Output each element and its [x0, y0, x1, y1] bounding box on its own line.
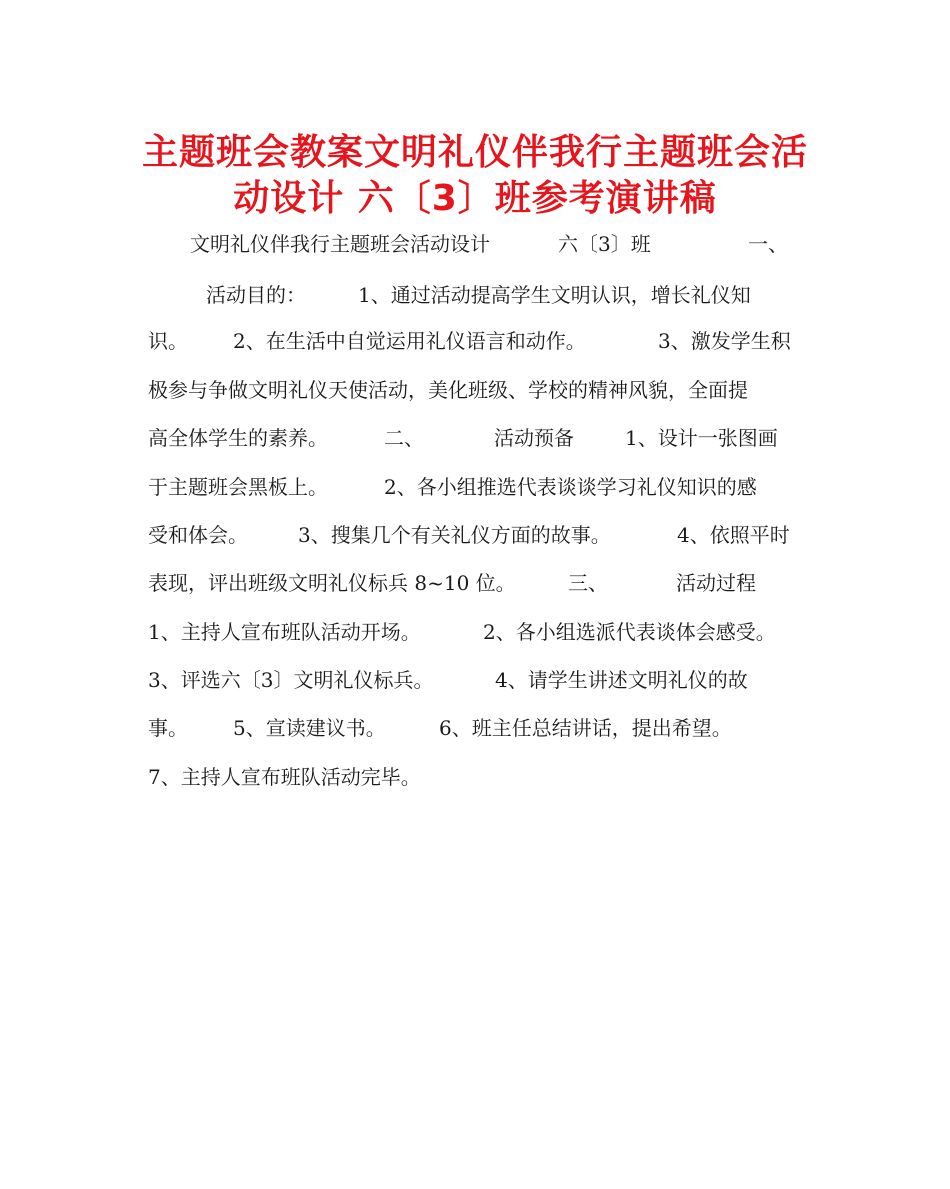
paragraph-text: 于主题班会黑板上。: [148, 475, 328, 499]
paragraph-text: 事。: [148, 716, 188, 740]
paragraph-text: 极参与争做文明礼仪天使活动，美化班级、学校的精神风貌，全面提: [148, 378, 748, 402]
paragraph-text: 高全体学生的素养。: [148, 426, 328, 450]
section-number: 三、: [568, 571, 608, 595]
section-heading: 活动预备: [494, 426, 574, 450]
paragraph-text: 2、在生活中自觉运用礼仪语言和动作。: [233, 329, 586, 353]
paragraph-text: 3、激发学生积: [658, 329, 791, 353]
section-number: 二、: [384, 426, 424, 450]
paragraph-text: 7、主持人宣布班队活动完毕。: [148, 765, 421, 789]
section-heading: 活动过程: [676, 571, 756, 595]
document-title-line-1: 主题班会教案文明礼仪伴我行主题班会活: [141, 132, 808, 173]
paragraph-text: 受和体会。: [148, 523, 248, 547]
paragraph-text: 2、各小组选派代表谈体会感受。: [483, 620, 776, 644]
paragraph-text: 4、请学生讲述文明礼仪的故: [495, 668, 748, 692]
paragraph-text: 3、搜集几个有关礼仪方面的故事。: [298, 523, 611, 547]
paragraph-text: 1、设计一张图画: [625, 426, 778, 450]
class-label: 六〔3〕班: [558, 232, 651, 256]
section-number: 一、: [748, 232, 788, 256]
paragraph-text: 2、各小组推选代表谈谈学习礼仪知识的感: [384, 475, 757, 499]
paragraph-text: 4、依照平时: [677, 523, 790, 547]
paragraph-text: 3、评选六〔3〕文明礼仪标兵。: [148, 668, 434, 692]
paragraph-text: 1、主持人宣布班队活动开场。: [148, 620, 421, 644]
paragraph-text: 5、宣读建议书。: [233, 716, 386, 740]
paragraph-text: 6、班主任总结讲话，提出希望。: [439, 716, 732, 740]
section-heading: 活动目的：: [206, 283, 306, 307]
paragraph-text: 文明礼仪伴我行主题班会活动设计: [190, 232, 490, 256]
paragraph-text: 表现，评出班级文明礼仪标兵 8~10 位。: [148, 571, 516, 595]
paragraph-text: 识。: [148, 329, 188, 353]
document-title-line-2: 动设计 六〔3〕班参考演讲稿: [233, 178, 717, 219]
paragraph-text: 1、通过活动提高学生文明认识，增长礼仪知: [358, 283, 751, 307]
